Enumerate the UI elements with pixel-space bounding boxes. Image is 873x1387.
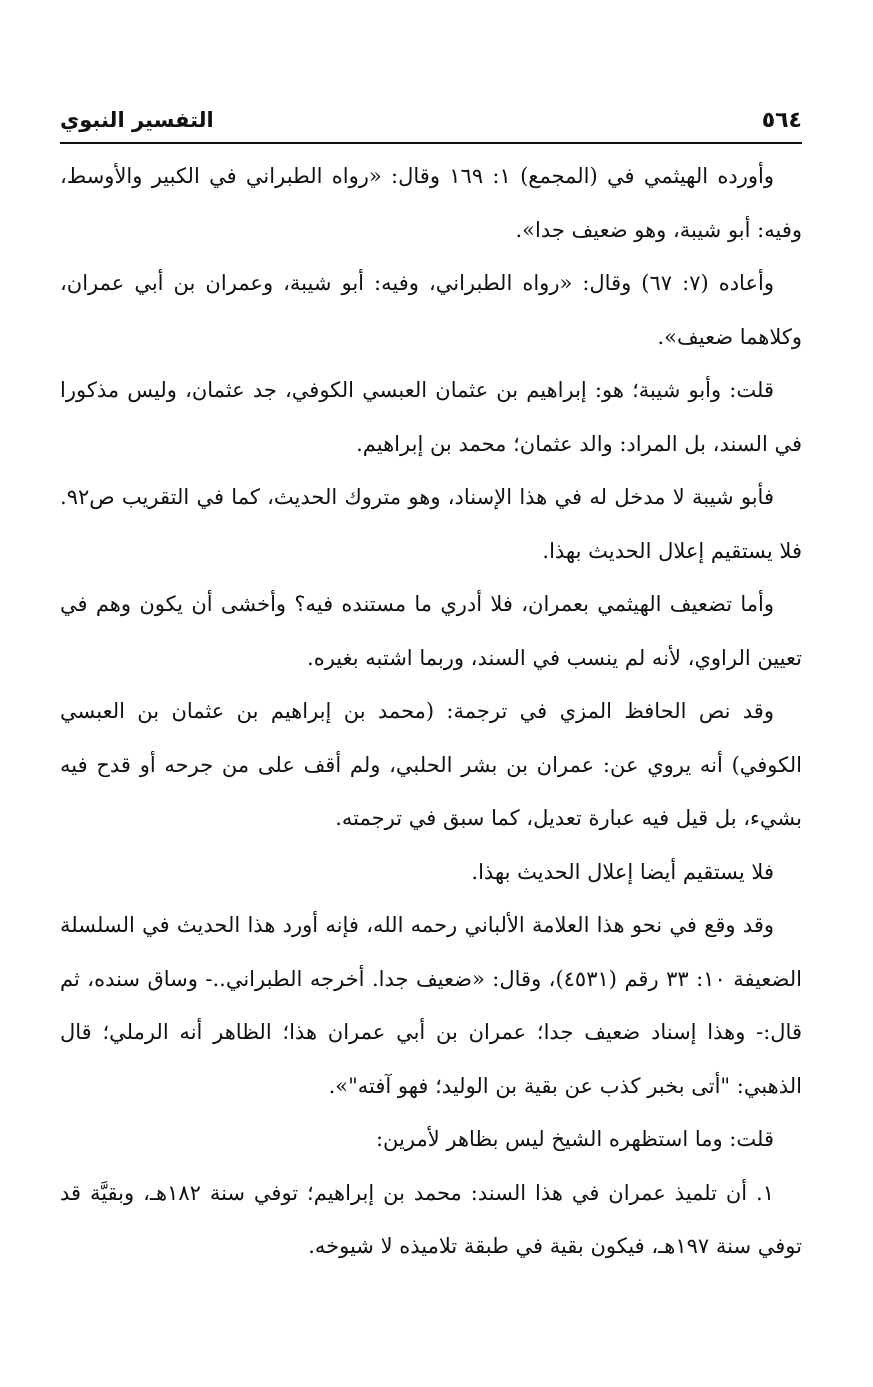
page-number: ٥٦٤ (761, 108, 802, 133)
paragraph: قلت: وأبو شيبة؛ هو: إبراهيم بن عثمان العبسي الكوفي، جد عثمان، وليس مذكورا في السند، بل المراد: والد عثمان؛ محمد بن إبراهيم. (60, 378, 802, 456)
paragraph: وقد وقع في نحو هذا العلامة الألباني رحمه الله، فإنه أورد هذا الحديث في السلسلة الضعيفة ١٠: ٣٣ رقم (٤٥٣١)، وقال: «ضعيف جدا. أخرجه الطبراني..- وساق سنده، ثم قال:- وهذا إسناد ضعيف جدا؛ عمران بن أبي عمران هذا؛ الظاهر أنه الرملي؛ قال الذهبي: "أتى بخبر كذب عن بقية بن الوليد؛ فهو آفته"». (60, 913, 802, 1098)
paragraph: فأبو شيبة لا مدخل له في هذا الإسناد، وهو متروك الحديث، كما في التقريب ص٩٢. فلا يستقيم إعلال الحديث بهذا. (60, 485, 802, 563)
paragraph: قلت: وما استظهره الشيخ ليس بظاهر لأمرين: (375, 1127, 774, 1151)
paragraph: وأعاده (٧: ٦٧) وقال: «رواه الطبراني، وفيه: أبو شيبة، وعمران بن أبي عمران، وكلاهما ضعيف». (60, 271, 802, 349)
paragraph: وأورده الهيثمي في (المجمع) ١: ١٦٩ وقال: «رواه الطبراني في الكبير والأوسط، وفيه: أبو شيبة، وهو ضعيف جدا». (60, 164, 802, 242)
page-header (60, 104, 802, 144)
running-title: التفسير النبوي (60, 108, 214, 132)
paragraph: ١. أن تلميذ عمران في هذا السند: محمد بن إبراهيم؛ توفي سنة ١٨٢هـ، وبقيَّة قد توفي سنة ١٩٧هـ، فيكون بقية في طبقة تلاميذه لا شيوخه. (60, 1180, 802, 1258)
paragraph: وقد نص الحافظ المزي في ترجمة: (محمد بن إبراهيم بن عثمان بن العبسي الكوفي) أنه يروي عن: عمران بن بشر الحلبي، ولم أقف على من جرحه أو قدح فيه بشيء، بل قيل فيه عبارة تعديل، كما سبق في ترجمته. (60, 699, 802, 830)
paragraph: فلا يستقيم أيضا إعلال الحديث بهذا. (471, 859, 774, 884)
paragraph: وأما تضعيف الهيثمي بعمران، فلا أدري ما مستنده فيه؟ وأخشى أن يكون وهم في تعيين الراوي، لأنه لم ينسب في السند، وربما اشتبه بغيره. (60, 592, 802, 670)
body-text (60, 150, 802, 1274)
